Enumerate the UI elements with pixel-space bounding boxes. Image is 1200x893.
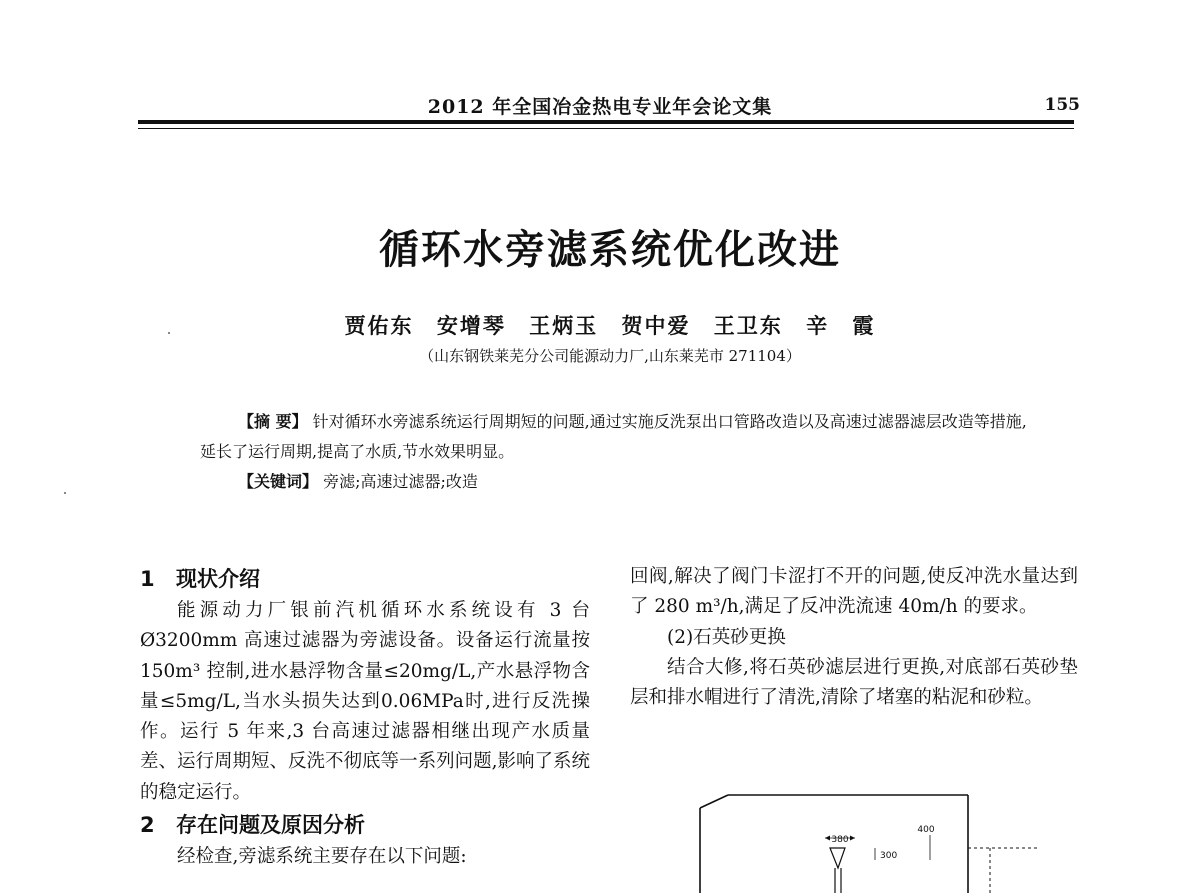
diagram-label-300: 300	[880, 851, 898, 861]
article-title: 循环水旁滤系统优化改进	[379, 226, 841, 273]
scan-speck	[64, 492, 66, 494]
subsection-heading: (2)石英砂更换	[667, 626, 786, 648]
header-rule-thick	[138, 120, 1074, 124]
affiliation: （山东钢铁莱芜分公司能源动力厂,山东莱芜市 271104）	[419, 347, 801, 365]
keywords-label: 【关键词】	[238, 472, 319, 491]
section-1-number: 1	[140, 567, 155, 591]
scan-speck	[168, 332, 170, 334]
right-paragraph-2: 结合大修,将石英砂滤层进行更换,对底部石英砂垫层和排水帽进行了清洗,清除了堵塞的粘泥和砂粒。	[630, 656, 1078, 709]
diagram-left-slant	[700, 795, 728, 808]
diagram-label-380: 380	[831, 835, 849, 845]
section-2-heading	[140, 808, 590, 842]
section-2-number: 2	[140, 813, 155, 838]
page-number: 155	[1044, 95, 1080, 115]
keywords	[238, 467, 938, 497]
section-1-title: 现状介绍	[176, 567, 260, 591]
running-header-title: 2012 年全国冶金热电专业年会论文集	[427, 96, 773, 118]
section-2-title: 存在问题及原因分析	[176, 813, 365, 838]
right-paragraph-1: 回阀,解决了阀门卡涩打不开的问题,使反冲洗水量达到了 280 m³/h,满足了反冲洗流速 40m/h 的要求。	[630, 566, 1078, 618]
diagram-label-400: 400	[917, 825, 935, 835]
keywords-text: 旁滤;高速过滤器;改造	[323, 472, 478, 491]
author-list: 贾佑东 安增琴 王炳玉 贺中爱 王卫东 辛 霞	[344, 313, 876, 338]
right-column	[630, 562, 1078, 713]
diagram-funnel	[830, 848, 845, 868]
filter-diagram	[690, 790, 1090, 893]
abstract-text: 针对循环水旁滤系统运行周期短的问题,通过实施反洗泵出口管路改造以及高速过滤器滤层改造等措施,延长了运行周期,提高了水质,节水效果明显。	[200, 412, 1027, 461]
left-column	[140, 562, 590, 872]
section-2-paragraph: 经检查,旁滤系统主要存在以下问题:	[177, 846, 467, 868]
section-1-paragraph: 能源动力厂银前汽机循环水系统设有 3 台 Ø3200mm 高速过滤器为旁滤设备。设备运行流量按 150m³ 控制,进水悬浮物含量≤20mg/L,产水悬浮物含量≤5mg/L,当水头损失达到0.06MPa时,进行反洗操作。运行 5 年来,3 台高速过滤器相继出现产水质量差、运行周期短、反洗不彻底等一系列问题,影响了系统的稳定运行。	[140, 600, 590, 803]
section-1-heading	[140, 562, 590, 596]
header-rule-thin	[138, 128, 1074, 129]
abstract	[200, 407, 1030, 467]
abstract-label: 【摘 要】	[238, 412, 308, 431]
